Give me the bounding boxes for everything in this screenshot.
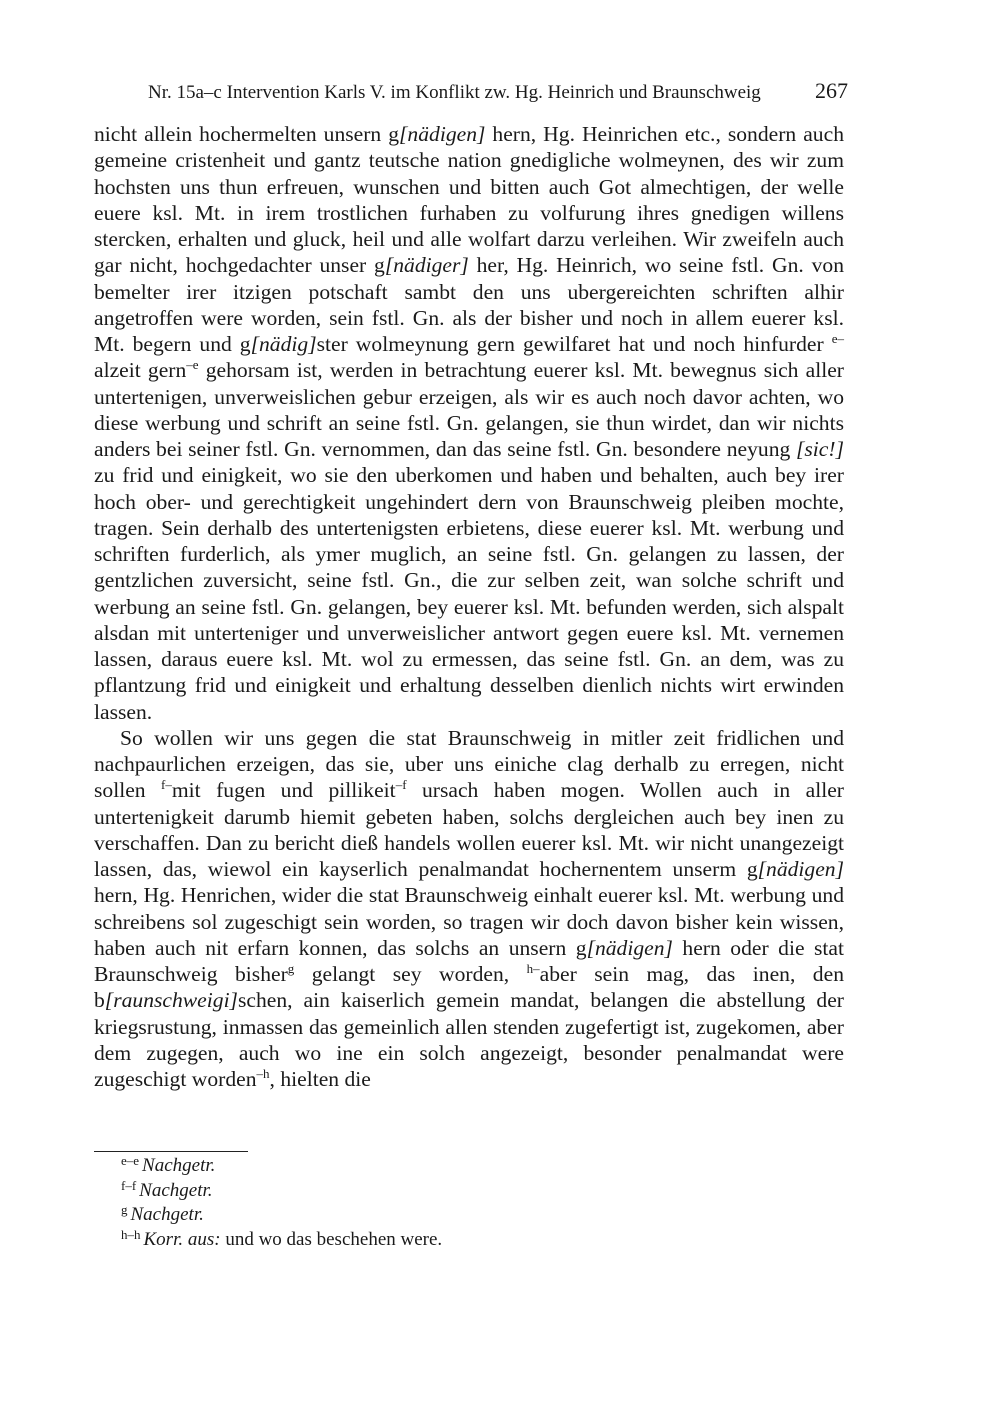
footnote-marker-g: g bbox=[287, 961, 295, 976]
running-header bbox=[148, 80, 848, 106]
text-run: zu frid und einigkeit, wo sie den uberkomen und haben und behalten, auch bey irer hoch ober- und gerechtigkeit ungehindert dern von Braunschweig pleiben mochte, tragen. Sein derhalb des untertenigsten erbietens, diese euerer ksl. Mt. werbung und schriften furderlich, als ymer muglich, an seine fstl. Gn. gelangen zu lassen, der gentzlichen zuversicht, seine fstl. Gn., die zur selben zeit, wan solche schrift und werbung an seine fstl. Gn. gelangen, bey euerer ksl. Mt. befunden werden, sich alspalt alsdan mit unterteniger und unverweislicher antwort gegen euere ksl. Mt. vernemen lassen, daraus euere ksl. Mt. wol zu ermessen, das seine fstl. Gn. an dem, was zu pflantzung frid und einigkeit und erhaltung desselben dienlich nichts wirt erwinden lassen. bbox=[94, 463, 844, 724]
editorial-expansion: [nädig] bbox=[250, 332, 317, 356]
footnote-marker-h-close: –h bbox=[256, 1066, 270, 1081]
editorial-expansion: [nädigen] bbox=[757, 857, 844, 881]
editorial-note: [sic!] bbox=[796, 437, 844, 461]
text-run: ursach haben mogen. Wollen auch in aller untertenigkeit darumb hiemit gebeten haben, solchs dergleichen auch bey inen zu verschaffen. Dan zu bericht dieß handels wollen euerer ksl. Mt. wir nicht unangezeigt lassen, das, wiewol ein kayserlich penalmandat hochernentem unserm g bbox=[94, 778, 844, 881]
footnote-label: Nachgetr. bbox=[139, 1179, 213, 1201]
text-run: , hielten die bbox=[269, 1067, 371, 1091]
paragraph-1 bbox=[94, 121, 844, 725]
footnote-marker-f-close: –f bbox=[395, 777, 407, 793]
text-run: schen, ain kaiserlich gemein mandat, belangen die abstellung der kriegsrustung, inmassen das gemeinlich allen stenden zugefertigt ist, zugekomen, aber dem zugegen, auch wo ine ein solch angezeigt, besonder penalmandat were zugeschigt worden bbox=[94, 988, 844, 1091]
text-run: aber sein mag, das inen, den b bbox=[94, 962, 844, 1013]
footnote-mark: h–h bbox=[121, 1226, 141, 1242]
footnote-text: und wo das beschehen were. bbox=[220, 1228, 443, 1250]
running-title: Nr. 15a–c Intervention Karls V. im Konflikt zw. Hg. Heinrich und Braunschweig bbox=[148, 82, 761, 103]
editorial-expansion: [nädigen] bbox=[586, 935, 673, 960]
footnote-separator bbox=[94, 1151, 248, 1152]
text-run: hern, Hg. Heinrichen etc., sondern auch gemeine cristenheit und gantz teutsche nation gnedigliche wolmeynen, des wir zum hochsten uns thun erfreuen, wunschen und bitten auch Got almechtigen, der welle euere ksl. Mt. in irem trostlichen furhaben zu volfurung ihres gnedigen willens stercken, erhalten und gluck, heil und alle wolfart darzu verleihen. Wir zweifeln auch gar nicht, hochgedachter unser g bbox=[94, 122, 844, 278]
footnote-mark: f–f bbox=[121, 1177, 137, 1193]
page-number: 267 bbox=[815, 78, 848, 103]
text-run: her, Hg. Heinrich, wo seine fstl. Gn. von bemelter irer itzigen potschaft sambt den uns ubergereichten schriften alhir angetroffen were worden, sein fstl. Gn. als der bisher und noch in allem euerer ksl. Mt. begern und g bbox=[94, 253, 844, 356]
paragraph-2 bbox=[94, 725, 844, 1093]
text-run: alzeit gern bbox=[94, 358, 187, 383]
text-run: gelangt sey worden, bbox=[294, 962, 527, 986]
editorial-expansion: [nädigen] bbox=[399, 122, 486, 146]
footnote-label: Nachgetr. bbox=[142, 1155, 216, 1176]
footnote-f bbox=[121, 1179, 821, 1204]
footnote-label: Korr. aus: bbox=[143, 1228, 221, 1250]
text-run: ster wolmeynung gern gewilfaret hat und noch hinfurder bbox=[316, 332, 832, 356]
text-run: hern oder die stat Braunschweig bisher bbox=[94, 935, 845, 986]
editorial-expansion: [nädiger] bbox=[384, 253, 469, 278]
footnote-mark: g bbox=[121, 1202, 128, 1217]
text-run: nicht allein hochermelten unsern g bbox=[94, 122, 400, 146]
footnote-g bbox=[121, 1203, 821, 1228]
text-run: gehorsam ist, werden in betrachtung euerer ksl. Mt. bewegnus sich aller untertenigen, unverweislichen gebur erzeigen, als wir es auch noch davor achten, wo diese werbung und schrift an seine fstl. Gn. gelangen, sie thun wirdet, dan wir nichts anders bei seiner fstl. Gn. vernommen, dan das seine fstl. Gn. besondere neyung bbox=[94, 358, 845, 461]
footnote-marker-e-close: –e bbox=[186, 357, 199, 373]
editorial-expansion: [raunschweigi] bbox=[104, 988, 238, 1013]
main-text bbox=[94, 121, 844, 1092]
footnote-marker-e-open: e– bbox=[831, 331, 844, 346]
footnote-h bbox=[121, 1228, 821, 1253]
text-run: mit fugen und pillikeit bbox=[171, 778, 396, 803]
footnote-label: Nachgetr. bbox=[130, 1204, 204, 1225]
footnote-e bbox=[121, 1154, 821, 1179]
text-run: So wollen wir uns gegen die stat Braunschweig in mitler zeit fridlichen und nachpaurlichen erzeigen, das sie, uber uns einiche clag derhalb zu erregen, nicht sollen bbox=[94, 725, 844, 803]
footnotes bbox=[121, 1154, 821, 1252]
footnote-mark: e–e bbox=[121, 1153, 140, 1168]
footnote-marker-f-open: f– bbox=[161, 777, 172, 793]
text-run: hern, Hg. Henrichen, wider die stat Braunschweig einhalt euerer ksl. Mt. werbung und schreibens sol zugeschigt sein worden, so tragen wir doch davon bisher kein wissen, haben auch nit erfarn konnen, das solchs an unsern g bbox=[94, 883, 844, 960]
footnote-marker-h-open: h– bbox=[526, 961, 540, 976]
